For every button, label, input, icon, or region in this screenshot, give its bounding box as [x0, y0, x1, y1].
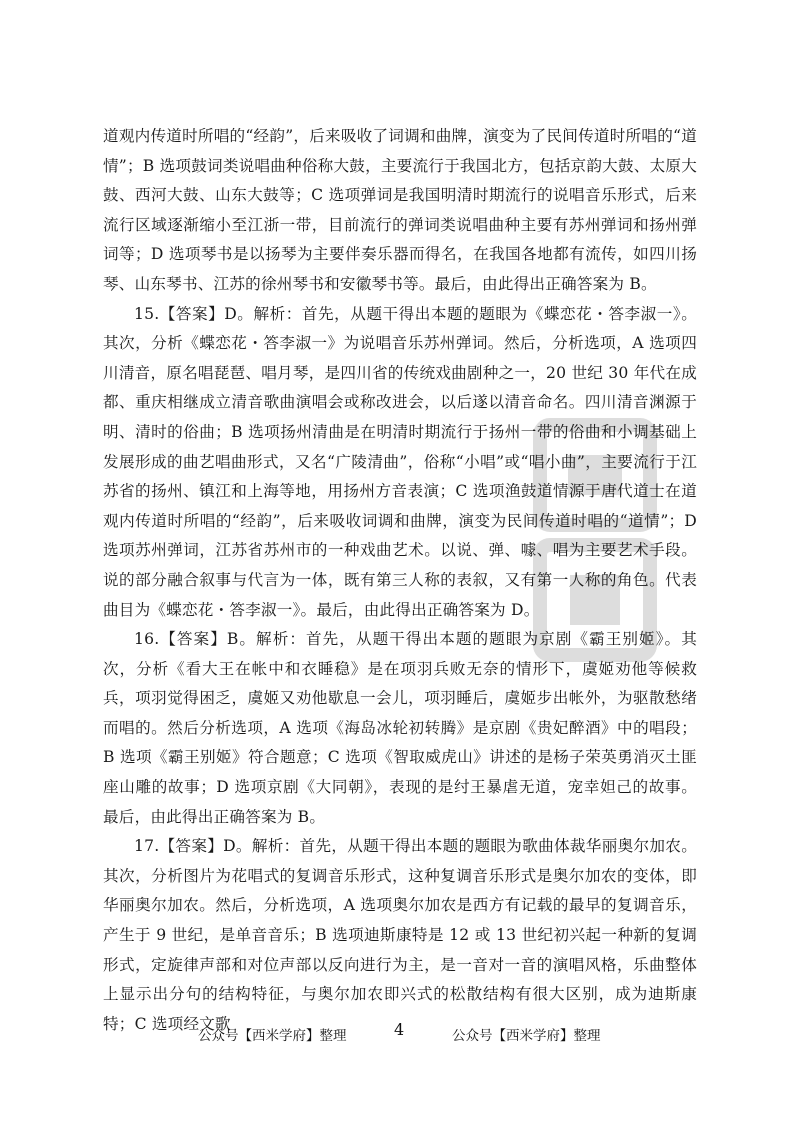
footer-left-label: 公众号【西米学府】整理 — [198, 1028, 347, 1044]
page-number: 4 — [394, 1020, 405, 1039]
paragraph-answer-17: 17.【答案】D。解析：首先，从题干得出本题的题眼为歌曲体裁华丽奥尔加农。其次，分析图片为花唱式的复调音乐形式，这种复调音乐形式是奥尔加农的变体，即华丽奥尔加农。然后，分析选项，A 选项奥尔加农是西方有记载的最早的复调音乐，产生于 9 世纪，是单音音乐；B 选项迪斯康特是 12 或 13 世纪初兴起一种新的复调形式，定旋律声部和对位声部以反向进行为主，是一音对一音的演唱风格，乐曲整体上显示出分句的结构特征，与奥尔加农即兴式的松散结构有很大区别，成为迪斯康特；C 选项经文歌 — [103, 837, 697, 1033]
paragraph-answer-16: 16.【答案】B。解析：首先，从题干得出本题的题眼为京剧《霸王别姬》。其次，分析《看大王在帐中和衣睡稳》是在项羽兵败无奈的情形下，虞姬劝他等候救兵，项羽觉得困乏，虞姬又劝他歇息一会儿，项羽睡后，虞姬步出帐外，为驱散愁绪而唱的。然后分析选项，A 选项《海岛冰轮初转腾》是京剧《贵妃醉酒》中的唱段；B 选项《霸王别姬》符合题意；C 选项《智取威虎山》讲述的是杨子荣英勇消灭土匪座山雕的故事；D 选项京剧《大同朝》，表现的是纣王暴虐无道，宠幸妲己的故事。最后，由此得出正确答案为 B。 — [103, 630, 697, 826]
document-body — [103, 122, 697, 1039]
footer-right-label: 公众号【西米学府】整理 — [452, 1028, 601, 1044]
page-footer — [0, 1020, 800, 1044]
paragraph-continuation: 道观内传道时所唱的“经韵”，后来吸收了词调和曲牌，演变为了民间传道时所唱的“道情”；B 选项鼓词类说唱曲种俗称大鼓，主要流行于我国北方，包括京韵大鼓、太原大鼓、西河大鼓、山东大鼓等；C 选项弹词是我国明清时期流行的说唱音乐形式，后来流行区域逐渐缩小至江浙一带，目前流行的弹词类说唱曲种主要有苏州弹词和扬州弹词等；D 选项琴书是以扬琴为主要伴奏乐器而得名，在我国各地都有流传，如四川扬琴、山东琴书、江苏的徐州琴书和安徽琴书等。最后，由此得出正确答案为 B。 — [103, 127, 697, 293]
paragraph-answer-15: 15.【答案】D。解析：首先，从题干得出本题的题眼为《蝶恋花・答李淑一》。其次，分析《蝶恋花・答李淑一》为说唱音乐苏州弹词。然后，分析选项，A 选项四川清音，原名唱琵琶、唱月琴，是四川省的传统戏曲剧种之一，20 世纪 30 年代在成都、重庆相继成立清音歌曲演唱会或称改进会，以后遂以清音命名。四川清音渊源于明、清时的俗曲；B 选项扬州清曲是在明清时期流行于扬州一带的俗曲和小调基础上发展形成的曲艺唱曲形式，又名“广陵清曲”，俗称“小唱”或“唱小曲”，主要流行于江苏省的扬州、镇江和上海等地，用扬州方音表演；C 选项渔鼓道情源于唐代道士在道观内传道时所唱的“经韵”，后来吸收词调和曲牌，演变为民间传道时唱的“道情”；D 选项苏州弹词，江苏省苏州市的一种戏曲艺术。以说、弹、噱、唱为主要艺术手段。说的部分融合叙事与代言为一体，既有第三人称的表叙，又有第一人称的角色。代表曲目为《蝶恋花・答李淑一》。最后，由此得出正确答案为 D。 — [103, 304, 697, 619]
